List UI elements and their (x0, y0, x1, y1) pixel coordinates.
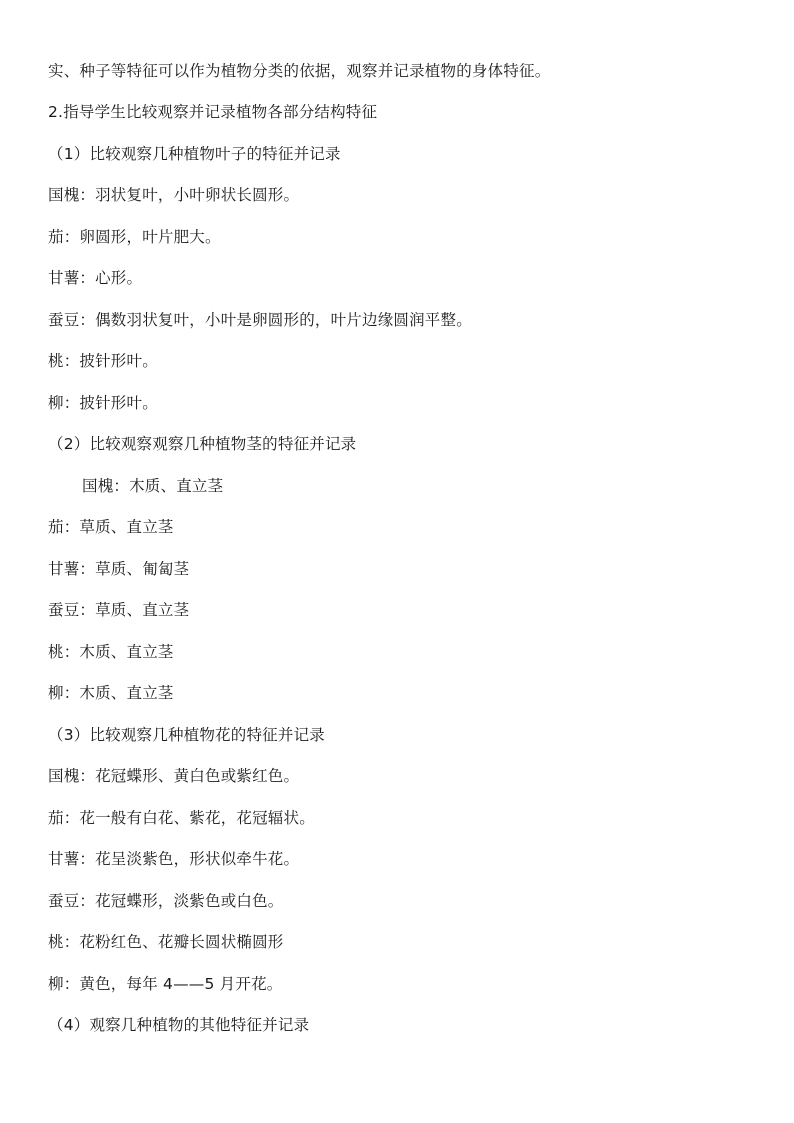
leaf-qie: 茄：卵圆形，叶片肥大。 (48, 228, 221, 246)
section-heading-2: 2.指导学生比较观察并记录植物各部分结构特征 (48, 103, 378, 121)
flower-candou: 蚕豆：花冠蝶形，淡紫色或白色。 (48, 892, 284, 910)
subheading-other: （4）观察几种植物的其他特征并记录 (48, 1016, 310, 1034)
flower-ganshu: 甘薯：花呈淡紫色，形状似牵牛花。 (48, 850, 300, 868)
subheading-stems: （2）比较观察观察几种植物茎的特征并记录 (48, 435, 357, 453)
leaf-tao: 桃：披针形叶。 (48, 352, 158, 370)
stem-tao: 桃：木质、直立茎 (48, 643, 174, 661)
stem-qie: 茄：草质、直立茎 (48, 518, 174, 536)
subheading-flowers: （3）比较观察几种植物花的特征并记录 (48, 726, 325, 744)
stem-ganshu: 甘薯：草质、匍匐茎 (48, 560, 190, 578)
flower-liu: 柳：黄色，每年 4——5 月开花。 (48, 975, 283, 993)
stem-guohuai: 国槐：木质、直立茎 (82, 477, 224, 495)
flower-guohuai: 国槐：花冠蝶形、黄白色或紫红色。 (48, 767, 300, 785)
flower-tao: 桃：花粉红色、花瓣长圆状椭圆形 (48, 933, 284, 951)
text-line-continuation: 实、种子等特征可以作为植物分类的依据，观察并记录植物的身体特征。 (48, 62, 551, 80)
stem-candou: 蚕豆：草质、直立茎 (48, 601, 190, 619)
stem-liu: 柳：木质、直立茎 (48, 684, 174, 702)
leaf-liu: 柳：披针形叶。 (48, 394, 158, 412)
leaf-ganshu: 甘薯：心形。 (48, 269, 143, 287)
leaf-candou: 蚕豆：偶数羽状复叶，小叶是卵圆形的，叶片边缘圆润平整。 (48, 311, 472, 329)
flower-qie: 茄：花一般有白花、紫花，花冠辐状。 (48, 809, 315, 827)
subheading-leaves: （1）比较观察几种植物叶子的特征并记录 (48, 145, 341, 163)
leaf-guohuai: 国槐：羽状复叶，小叶卵状长圆形。 (48, 186, 300, 204)
